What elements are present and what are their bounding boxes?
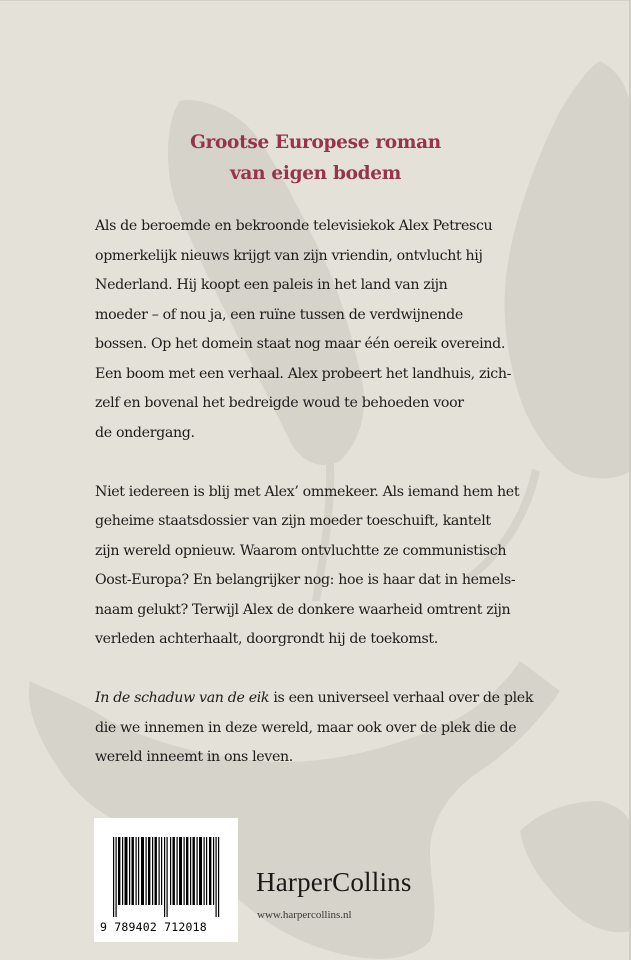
blurb-line: Nederland. Hij koopt een paleis in het land van zijn [95,277,448,293]
blurb-line: die we innemen in deze wereld, maar ook over de plek die de [95,719,517,736]
isbn-number: 9 789402 712018 [100,920,207,934]
tagline-line-2: van eigen bodem [229,163,402,184]
blurb-line: Niet iedereen is blij met Alex’ ommekeer. Als iemand hem het [95,483,520,500]
isbn-barcode [94,818,238,942]
blurb-paragraph-3 [95,684,545,773]
publisher-logo: HarperCollins [256,867,412,897]
cover-content [0,1,631,960]
blurb-line: de ondergang. [95,424,195,441]
blurb-line: moeder – of nou ja, een ruïne tussen de verdwijnende [95,306,463,323]
blurb-line: geheime staatsdossier van zijn moeder toeschuift, kantelt [95,513,491,529]
tagline-line-1: Grootse Europese roman [190,132,441,153]
blurb-line-rest: is een universeel verhaal over de plek [269,690,534,706]
blurb-line: verleden achterhaalt, doorgrondt hij de toekomst. [95,631,438,647]
blurb-text [95,212,545,802]
blurb-line: Als de beroemde en bekroonde televisiekok Alex Petrescu [95,218,493,234]
blurb-line: naam gelukt? Terwijl Alex de donkere waarheid omtrent zijn [95,601,511,618]
blurb-line: opmerkelijk nieuws krijgt van zijn vriendin, ontvlucht hij [95,247,483,264]
blurb-paragraph-2 [95,478,545,655]
blurb-line [95,684,545,714]
barcode-bars-icon [113,837,225,921]
blurb-line: bossen. Op het domein staat nog maar één oereik overeind. [95,336,506,352]
tagline-heading [0,127,631,189]
book-title-italic: In de schaduw van de eik [95,690,270,706]
blurb-line: Een boom met een verhaal. Alex probeert het landhuis, zich- [95,365,512,382]
blurb-paragraph-1 [95,212,545,448]
blurb-line: zijn wereld opnieuw. Waarom ontvluchtte ze communistisch [95,542,507,559]
blurb-line: Oost-Europa? En belangrijker nog: hoe is haar dat in hemels- [95,572,516,588]
publisher-url: www.harpercollins.nl [257,909,352,921]
blurb-line: zelf en bovenal het bedreigde woud te behoeden voor [95,395,464,411]
blurb-line: wereld inneemt in ons leven. [95,749,293,765]
